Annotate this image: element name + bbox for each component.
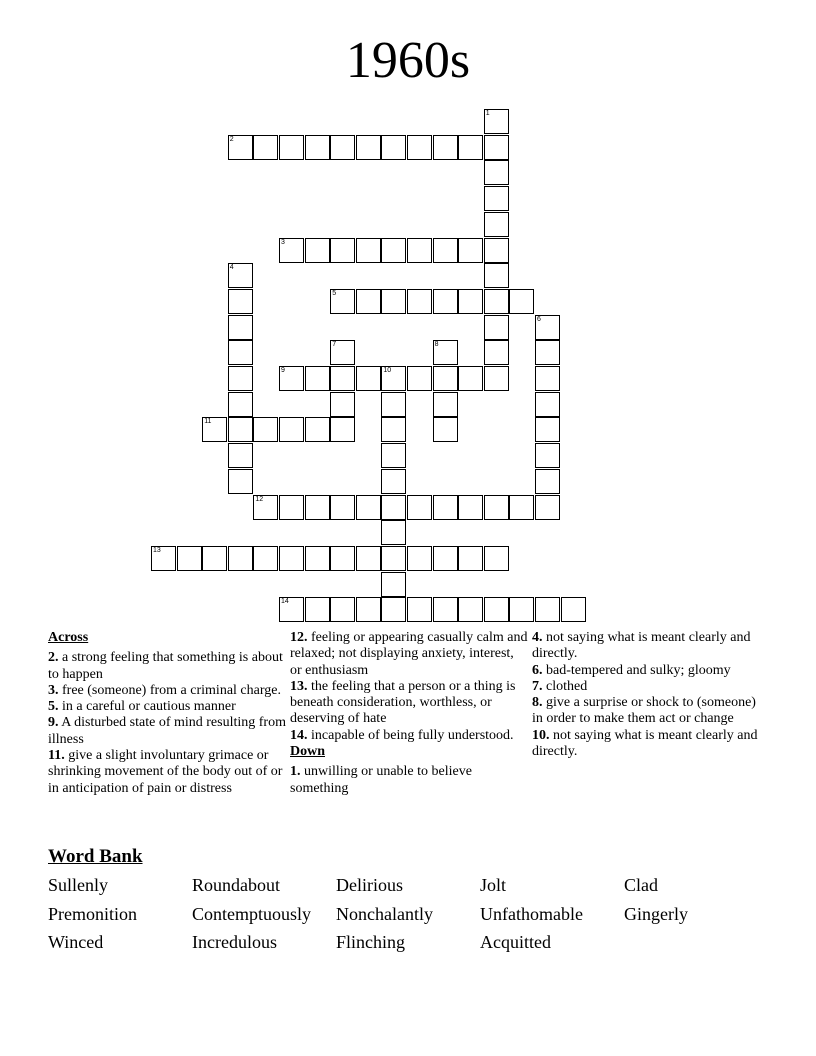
grid-cell[interactable] (484, 315, 509, 340)
grid-cell[interactable] (407, 597, 432, 622)
grid-cell[interactable] (458, 366, 483, 391)
clue-text: a strong feeling that something is about to happen (48, 650, 283, 682)
grid-cell[interactable] (330, 289, 355, 314)
grid-cell[interactable] (484, 366, 509, 391)
clue-number: 3 (281, 238, 285, 246)
grid-cell[interactable] (561, 597, 586, 622)
grid-cell[interactable] (305, 597, 330, 622)
clue-number: 12 (255, 495, 264, 503)
down-clue (532, 728, 770, 761)
grid-cell[interactable] (509, 289, 534, 314)
grid-cell[interactable] (228, 366, 253, 391)
clue-number: 7. (532, 678, 543, 694)
word-bank-heading: Word Bank (48, 846, 143, 867)
across-clue (290, 679, 528, 728)
grid-cell[interactable] (228, 315, 253, 340)
clue-text: incapable of being fully understood. (307, 727, 514, 743)
word-bank-item: Delirious (336, 875, 403, 895)
clue-text: the feeling that a person or a thing is beneath consideration, worthless, or deserving of hate (290, 678, 516, 727)
word-bank-item: Winced (48, 932, 104, 952)
grid-cell[interactable] (228, 289, 253, 314)
grid-cell[interactable] (381, 572, 406, 597)
clue-number: 8 (434, 341, 439, 349)
grid-cell[interactable] (279, 597, 304, 622)
clue-number: 7 (332, 341, 337, 349)
word-bank-item: Nonchalantly (336, 903, 433, 924)
grid-cell[interactable] (407, 546, 432, 571)
grid-cell[interactable] (228, 263, 253, 288)
grid-cell[interactable] (356, 546, 381, 571)
clue-number: 14 (281, 598, 289, 606)
grid-cell[interactable] (433, 392, 458, 417)
word-bank-item: Sullenly (48, 875, 109, 895)
grid-cell[interactable] (484, 238, 509, 263)
grid-cell[interactable] (228, 392, 253, 417)
grid-cell[interactable] (535, 340, 560, 365)
down-clue (532, 679, 770, 695)
clue-number: 14. (290, 727, 308, 743)
page-title: 1960s (345, 32, 471, 89)
grid-cell[interactable] (484, 546, 509, 571)
grid-cell[interactable] (433, 495, 458, 520)
clue-number: 13. (290, 678, 308, 694)
grid-cell[interactable] (381, 443, 406, 468)
clue-column-1 (48, 630, 286, 797)
grid-cell[interactable] (356, 366, 381, 391)
down-clue (290, 764, 528, 797)
grid-cell[interactable] (484, 186, 509, 211)
clue-number: 4. (532, 630, 543, 645)
clue-list (290, 764, 528, 797)
grid-cell[interactable] (305, 366, 330, 391)
clue-number: 8. (532, 695, 543, 711)
clue-number: 12. (290, 630, 308, 645)
clue-text: not saying what is meant clearly and directly. (532, 630, 751, 662)
clue-list (532, 630, 770, 760)
clue-number: 9 (281, 367, 285, 374)
clue-number: 9. (48, 715, 59, 731)
down-clue (532, 630, 770, 663)
grid-cell[interactable] (458, 289, 483, 314)
grid-cell[interactable] (535, 392, 560, 417)
grid-cell[interactable] (484, 495, 509, 520)
grid-cell[interactable] (228, 469, 253, 494)
grid-cell[interactable] (433, 546, 458, 571)
grid-cell[interactable] (228, 340, 253, 365)
across-clue (290, 630, 528, 679)
word-bank-item: Acquitted (480, 932, 551, 952)
grid-cell[interactable] (381, 469, 406, 494)
grid-cell[interactable] (484, 340, 509, 365)
clue-list (48, 650, 286, 797)
grid-cell[interactable] (484, 135, 509, 160)
grid-cell[interactable] (253, 417, 278, 442)
grid-cell[interactable] (330, 340, 355, 365)
grid-cell[interactable] (458, 135, 483, 160)
clue-text: A disturbed state of mind resulting from illness (48, 715, 286, 747)
grid-cell[interactable] (228, 443, 253, 468)
clue-number: 5. (48, 699, 59, 715)
clue-text: not saying what is meant clearly and directly. (532, 727, 758, 760)
grid-cell[interactable] (509, 597, 534, 622)
grid-cell[interactable] (279, 135, 304, 160)
clue-number: 1 (485, 110, 490, 117)
grid-cell[interactable] (407, 289, 432, 314)
grid-cell[interactable] (407, 366, 432, 391)
clue-number: 10. (532, 727, 550, 743)
word-bank-item: Gingerly (624, 903, 688, 924)
clue-text: feeling or appearing casually calm and relaxed; not displaying anxiety, interest, or enthusiasm (290, 630, 528, 678)
grid-cell[interactable] (484, 289, 509, 314)
grid-cell[interactable] (484, 109, 509, 134)
grid-cell[interactable] (381, 135, 406, 160)
grid-cell[interactable] (433, 597, 458, 622)
grid-cell[interactable] (253, 495, 278, 520)
grid-cell[interactable] (458, 495, 483, 520)
grid-cell[interactable] (279, 417, 304, 442)
grid-cell[interactable] (279, 238, 304, 263)
grid-cell[interactable] (228, 546, 253, 571)
clue-number: 1. (290, 764, 301, 780)
grid-cell[interactable] (330, 597, 355, 622)
grid-cell[interactable] (381, 289, 406, 314)
across-clue (48, 715, 286, 748)
grid-cell[interactable] (253, 546, 278, 571)
grid-cell[interactable] (381, 238, 406, 263)
clue-number: 2 (229, 135, 234, 143)
word-bank-item: Incredulous (192, 932, 277, 952)
grid-cell[interactable] (330, 392, 355, 417)
grid-cell[interactable] (330, 366, 355, 391)
grid-cell[interactable] (279, 546, 304, 571)
grid-cell[interactable] (279, 495, 304, 520)
grid-cell[interactable] (356, 238, 381, 263)
grid-cell[interactable] (484, 597, 509, 622)
clue-number: 5 (332, 289, 337, 297)
word-bank-item: Jolt (480, 875, 507, 895)
grid-cell[interactable] (433, 135, 458, 160)
grid-cell[interactable] (535, 469, 560, 494)
clue-number: 6. (532, 662, 543, 678)
grid-cell[interactable] (305, 238, 330, 263)
word-bank-item: Flinching (336, 932, 406, 952)
grid-cell[interactable] (330, 238, 355, 263)
word-bank-item: Premonition (48, 903, 137, 924)
grid-cell[interactable] (356, 495, 381, 520)
grid-cell[interactable] (228, 417, 253, 442)
grid-cell[interactable] (484, 160, 509, 185)
grid-cell[interactable] (356, 597, 381, 622)
grid-cell[interactable] (407, 495, 432, 520)
grid-cell[interactable] (228, 135, 253, 160)
grid-cell[interactable] (381, 366, 406, 391)
clue-number: 2. (48, 650, 59, 666)
clue-number: 10 (383, 367, 392, 374)
clue-column-2 (290, 630, 528, 797)
grid-cell[interactable] (433, 366, 458, 391)
clue-number: 13 (153, 546, 161, 554)
grid-cell[interactable] (330, 546, 355, 571)
clue-text: clothed (542, 678, 588, 694)
grid-cell[interactable] (433, 340, 458, 365)
grid-cell[interactable] (509, 495, 534, 520)
clue-text: give a slight involuntary grimace or shrinking movement of the body out of or in anticipation of pain or distress (48, 748, 283, 796)
grid-cell[interactable] (433, 417, 458, 442)
grid-cell[interactable] (330, 495, 355, 520)
grid-cell[interactable] (407, 238, 432, 263)
clue-column-3 (532, 630, 770, 760)
grid-cell[interactable] (535, 417, 560, 442)
across-clue (48, 683, 286, 699)
grid-cell[interactable] (279, 366, 304, 391)
clue-number: 6 (537, 315, 541, 323)
grid-cell[interactable] (202, 546, 227, 571)
grid-cell[interactable] (305, 135, 330, 160)
grid-cell[interactable] (535, 443, 560, 468)
clue-number: 3. (48, 682, 59, 698)
grid-cell[interactable] (458, 597, 483, 622)
across-clue (48, 748, 286, 797)
grid-cell[interactable] (177, 546, 202, 571)
clue-text: give a surprise or shock to (someone) in order to make them act or change (532, 695, 756, 727)
grid-cell[interactable] (253, 135, 278, 160)
grid-cell[interactable] (458, 546, 483, 571)
down-clue (532, 695, 770, 728)
grid-cell[interactable] (484, 212, 509, 237)
clue-text: in a careful or cautious manner (58, 699, 236, 715)
across-clue (48, 650, 286, 683)
grid-cell[interactable] (407, 135, 432, 160)
word-bank-item: Clad (624, 875, 658, 895)
clue-text: bad-tempered and sulky; gloomy (542, 662, 731, 678)
grid-cell[interactable] (381, 417, 406, 442)
grid-cell[interactable] (356, 135, 381, 160)
clue-list (290, 630, 528, 744)
grid-cell[interactable] (305, 495, 330, 520)
grid-cell[interactable] (458, 238, 483, 263)
grid-cell[interactable] (151, 546, 176, 571)
grid-cell[interactable] (381, 546, 406, 571)
grid-cell[interactable] (330, 135, 355, 160)
grid-cell[interactable] (433, 238, 458, 263)
grid-cell[interactable] (381, 520, 406, 545)
across-clue (290, 728, 528, 744)
clue-number: 11. (48, 748, 65, 764)
grid-cell[interactable] (535, 366, 560, 391)
clue-text: free (someone) from a criminal charge. (58, 682, 281, 698)
grid-cell[interactable] (305, 417, 330, 442)
word-bank-item: Contemptuously (192, 903, 312, 924)
grid-cell[interactable] (535, 315, 560, 340)
word-bank-item: Unfathomable (480, 903, 583, 924)
grid-cell[interactable] (535, 597, 560, 622)
down-clue (532, 663, 770, 679)
grid-cell[interactable] (484, 263, 509, 288)
grid-cell[interactable] (535, 495, 560, 520)
grid-cell[interactable] (381, 597, 406, 622)
grid-cell[interactable] (305, 546, 330, 571)
across-heading: Across (48, 630, 89, 645)
word-bank-item: Roundabout (192, 875, 280, 895)
grid-cell[interactable] (330, 417, 355, 442)
grid-cell[interactable] (202, 417, 227, 442)
grid-cell[interactable] (433, 289, 458, 314)
across-clue (48, 699, 286, 715)
clue-text: unwilling or unable to believe something (290, 764, 472, 796)
grid-cell[interactable] (381, 495, 406, 520)
grid-cell[interactable] (381, 392, 406, 417)
grid-cell[interactable] (356, 289, 381, 314)
clue-number: 4 (229, 264, 234, 272)
down-heading: Down (290, 744, 326, 760)
clue-number: 11 (204, 418, 212, 426)
